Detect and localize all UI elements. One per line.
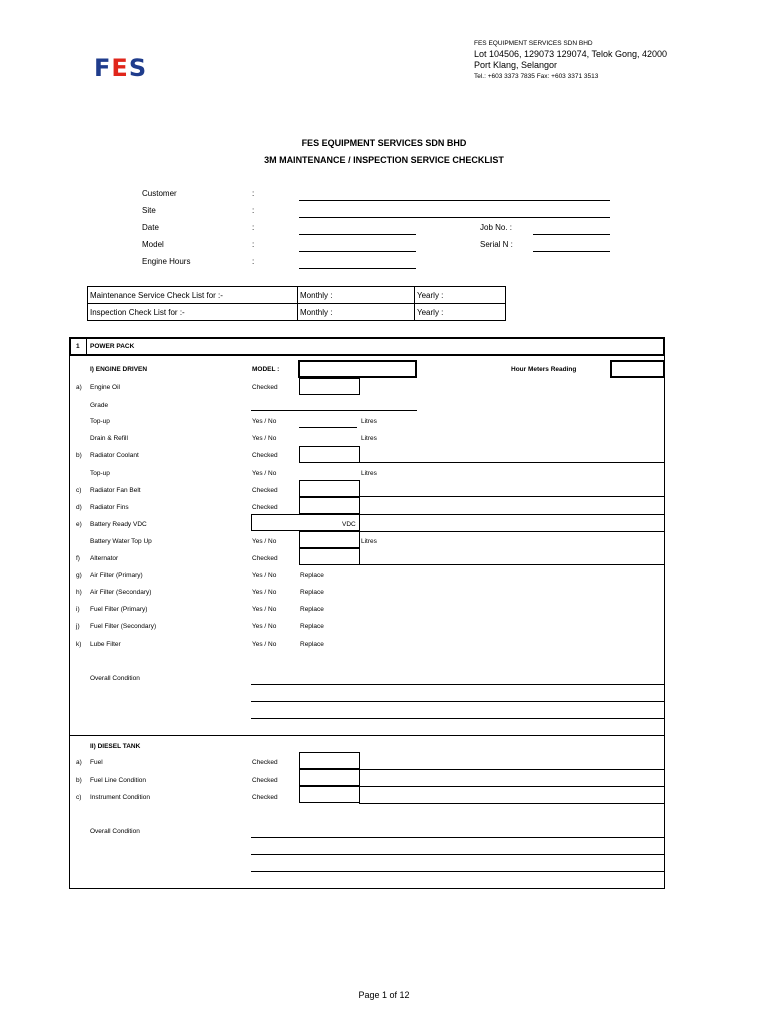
radiator-fins-checked: Checked — [252, 504, 278, 511]
item-letter-g: g) — [76, 572, 82, 579]
customer-field[interactable] — [299, 200, 610, 201]
maintenance-checklist-label: Maintenance Service Check List for :- — [88, 287, 298, 304]
job-no-label: Job No. : — [480, 223, 513, 232]
lube-filter-replace: Replace — [300, 641, 324, 648]
topup-oil-yesno: Yes / No — [252, 418, 277, 425]
lube-filter-label: Lube Filter — [90, 641, 121, 648]
lube-filter-yesno: Yes / No — [252, 641, 277, 648]
model-field[interactable] — [299, 251, 416, 252]
serial-no-field[interactable] — [533, 251, 610, 252]
address-line-2: Port Klang, Selangor — [474, 60, 558, 70]
job-no-field[interactable] — [533, 234, 610, 235]
radiator-coolant-checkbox[interactable] — [299, 446, 360, 463]
diesel-letter-a: a) — [76, 759, 82, 766]
document-subtitle: 3M MAINTENANCE / INSPECTION SERVICE CHECKLIST — [264, 155, 504, 165]
inspection-monthly-cell[interactable]: Monthly : — [298, 304, 415, 321]
model-colon: : — [252, 240, 255, 249]
battery-water-yesno: Yes / No — [252, 538, 277, 545]
fan-belt-checkbox[interactable] — [299, 480, 360, 497]
section-number-divider — [86, 338, 87, 356]
battery-water-litres: Litres — [361, 538, 377, 545]
air-filter-secondary-yesno: Yes / No — [252, 589, 277, 596]
fuel-filter-primary-yesno: Yes / No — [252, 606, 277, 613]
engine-overall-label: Overall Condition — [90, 675, 140, 682]
document-title: FES EQUIPMENT SERVICES SDN BHD — [301, 138, 467, 148]
fan-belt-checked: Checked — [252, 487, 278, 494]
date-colon: : — [252, 223, 255, 232]
topup-coolant-yesno: Yes / No — [252, 470, 277, 477]
inspection-yearly-cell[interactable]: Yearly : — [415, 304, 506, 321]
instrument-condition-label: Instrument Condition — [90, 794, 150, 801]
engine-driven-title: I) ENGINE DRIVEN — [90, 366, 148, 373]
radiator-coolant-label: Radiator Coolant — [90, 452, 139, 459]
item-letter-j: j) — [76, 623, 80, 630]
item-letter-b: b) — [76, 452, 82, 459]
battery-vdc-label: Battery Ready VDC — [90, 521, 147, 528]
section-title: POWER PACK — [90, 343, 135, 350]
alternator-line — [359, 564, 665, 565]
diesel-letter-b: b) — [76, 777, 82, 784]
model-label: Model — [142, 240, 164, 249]
diesel-tank-title: II) DIESEL TANK — [90, 743, 141, 750]
item-letter-i: i) — [76, 606, 80, 613]
engine-overall-line-1[interactable] — [251, 684, 665, 685]
diesel-overall-line-1[interactable] — [251, 837, 665, 838]
topup-oil-label: Top-up — [90, 418, 110, 425]
topup-coolant-label: Top-up — [90, 470, 110, 477]
battery-water-box[interactable] — [299, 531, 360, 548]
alternator-label: Alternator — [90, 555, 119, 562]
instrument-checked: Checked — [252, 794, 278, 801]
section-number: 1 — [76, 343, 80, 350]
battery-line-bottom — [359, 531, 665, 532]
hour-meter-box[interactable] — [610, 360, 665, 378]
fuel-filter-secondary-replace: Replace — [300, 623, 324, 630]
diesel-letter-c: c) — [76, 794, 82, 801]
table-row — [88, 304, 506, 321]
radiator-fins-label: Radiator Fins — [90, 504, 129, 511]
power-pack-header — [69, 337, 665, 356]
fuel-checked: Checked — [252, 759, 278, 766]
table-row — [88, 287, 506, 304]
air-filter-primary-replace: Replace — [300, 572, 324, 579]
company-logo — [94, 54, 147, 82]
maintenance-monthly-cell[interactable]: Monthly : — [298, 287, 415, 304]
contact-line: Tel.: +603 3373 7835 Fax: +603 3371 3513 — [474, 73, 599, 80]
topup-oil-litres: Litres — [361, 418, 377, 425]
diesel-overall-label: Overall Condition — [90, 828, 140, 835]
item-letter-e: e) — [76, 521, 82, 528]
fan-belt-label: Radiator Fan Belt — [90, 487, 141, 494]
grade-label: Grade — [90, 402, 109, 409]
item-letter-h: h) — [76, 589, 82, 596]
fuel-filter-secondary-label: Fuel Filter (Secondary) — [90, 623, 157, 630]
item-letter-a: a) — [76, 384, 82, 391]
fan-belt-line — [359, 496, 665, 497]
grade-field[interactable] — [251, 410, 417, 411]
fuel-filter-primary-label: Fuel Filter (Primary) — [90, 606, 148, 613]
fuel-line-condition-line — [359, 786, 665, 787]
item-letter-f: f) — [76, 555, 80, 562]
engine-oil-checkbox[interactable] — [299, 378, 360, 395]
hour-meter-label: Hour Meters Reading — [511, 366, 577, 373]
instrument-line — [359, 803, 665, 804]
engine-hours-field[interactable] — [299, 268, 416, 269]
fuel-line-checkbox[interactable] — [299, 769, 360, 786]
page-number: Page 1 of 12 — [358, 990, 410, 1000]
logo-letter-e: E — [111, 54, 129, 82]
fuel-label: Fuel — [90, 759, 103, 766]
alternator-checked: Checked — [252, 555, 278, 562]
site-colon: : — [252, 206, 255, 215]
fuel-line — [359, 769, 665, 770]
customer-label: Customer — [142, 189, 177, 198]
engine-overall-line-2[interactable] — [251, 701, 665, 702]
fuel-line-condition-label: Fuel Line Condition — [90, 777, 147, 784]
company-header-name: FES EQUIPMENT SERVICES SDN BHD — [474, 40, 593, 47]
air-filter-primary-yesno: Yes / No — [252, 572, 277, 579]
date-field[interactable] — [299, 234, 416, 235]
fuel-line-checked: Checked — [252, 777, 278, 784]
air-filter-secondary-replace: Replace — [300, 589, 324, 596]
item-letter-d: d) — [76, 504, 82, 511]
site-field[interactable] — [299, 217, 610, 218]
fuel-filter-secondary-yesno: Yes / No — [252, 623, 277, 630]
alternator-checkbox[interactable] — [299, 548, 360, 565]
radiator-coolant-line — [359, 462, 665, 463]
engine-model-box[interactable] — [298, 360, 417, 378]
air-filter-primary-label: Air Filter (Primary) — [90, 572, 143, 579]
address-line-1: Lot 104506, 129073 129074, Telok Gong, 42000 — [474, 49, 668, 59]
company-address-block — [474, 38, 667, 82]
serial-no-label: Serial N : — [480, 240, 513, 249]
topup-coolant-litres: Litres — [361, 470, 377, 477]
item-letter-k: k) — [76, 641, 82, 648]
drain-refill-label: Drain & Refill — [90, 435, 128, 442]
date-label: Date — [142, 223, 159, 232]
instrument-checkbox[interactable] — [299, 786, 360, 803]
radiator-fins-checkbox[interactable] — [299, 497, 360, 514]
maintenance-yearly-cell[interactable]: Yearly : — [415, 287, 506, 304]
inspection-checklist-label: Inspection Check List for :- — [88, 304, 298, 321]
item-letter-c: c) — [76, 487, 82, 494]
air-filter-secondary-label: Air Filter (Secondary) — [90, 589, 152, 596]
model-label-engine: MODEL : — [252, 366, 280, 373]
engine-hours-colon: : — [252, 257, 255, 266]
battery-vdc-unit: VDC — [342, 521, 356, 528]
engine-oil-checked: Checked — [252, 384, 278, 391]
radiator-coolant-checked: Checked — [252, 452, 278, 459]
engine-hours-label: Engine Hours — [142, 257, 191, 266]
fuel-filter-primary-replace: Replace — [300, 606, 324, 613]
checklist-type-table — [87, 286, 506, 321]
site-label: Site — [142, 206, 156, 215]
battery-line-top — [359, 514, 665, 515]
logo-letter-f: F — [94, 54, 112, 82]
drain-refill-yesno: Yes / No — [252, 435, 277, 442]
topup-oil-field[interactable] — [299, 427, 357, 428]
fuel-checkbox[interactable] — [299, 752, 360, 769]
battery-water-label: Battery Water Top Up — [90, 538, 152, 545]
diesel-section-divider — [69, 735, 665, 736]
drain-refill-litres: Litres — [361, 435, 377, 442]
logo-letter-s: S — [128, 54, 148, 82]
diesel-overall-line-2[interactable] — [251, 854, 665, 855]
customer-colon: : — [252, 189, 255, 198]
engine-oil-label: Engine Oil — [90, 384, 120, 391]
diesel-overall-line-3[interactable] — [251, 871, 665, 872]
engine-overall-line-3[interactable] — [251, 718, 665, 719]
